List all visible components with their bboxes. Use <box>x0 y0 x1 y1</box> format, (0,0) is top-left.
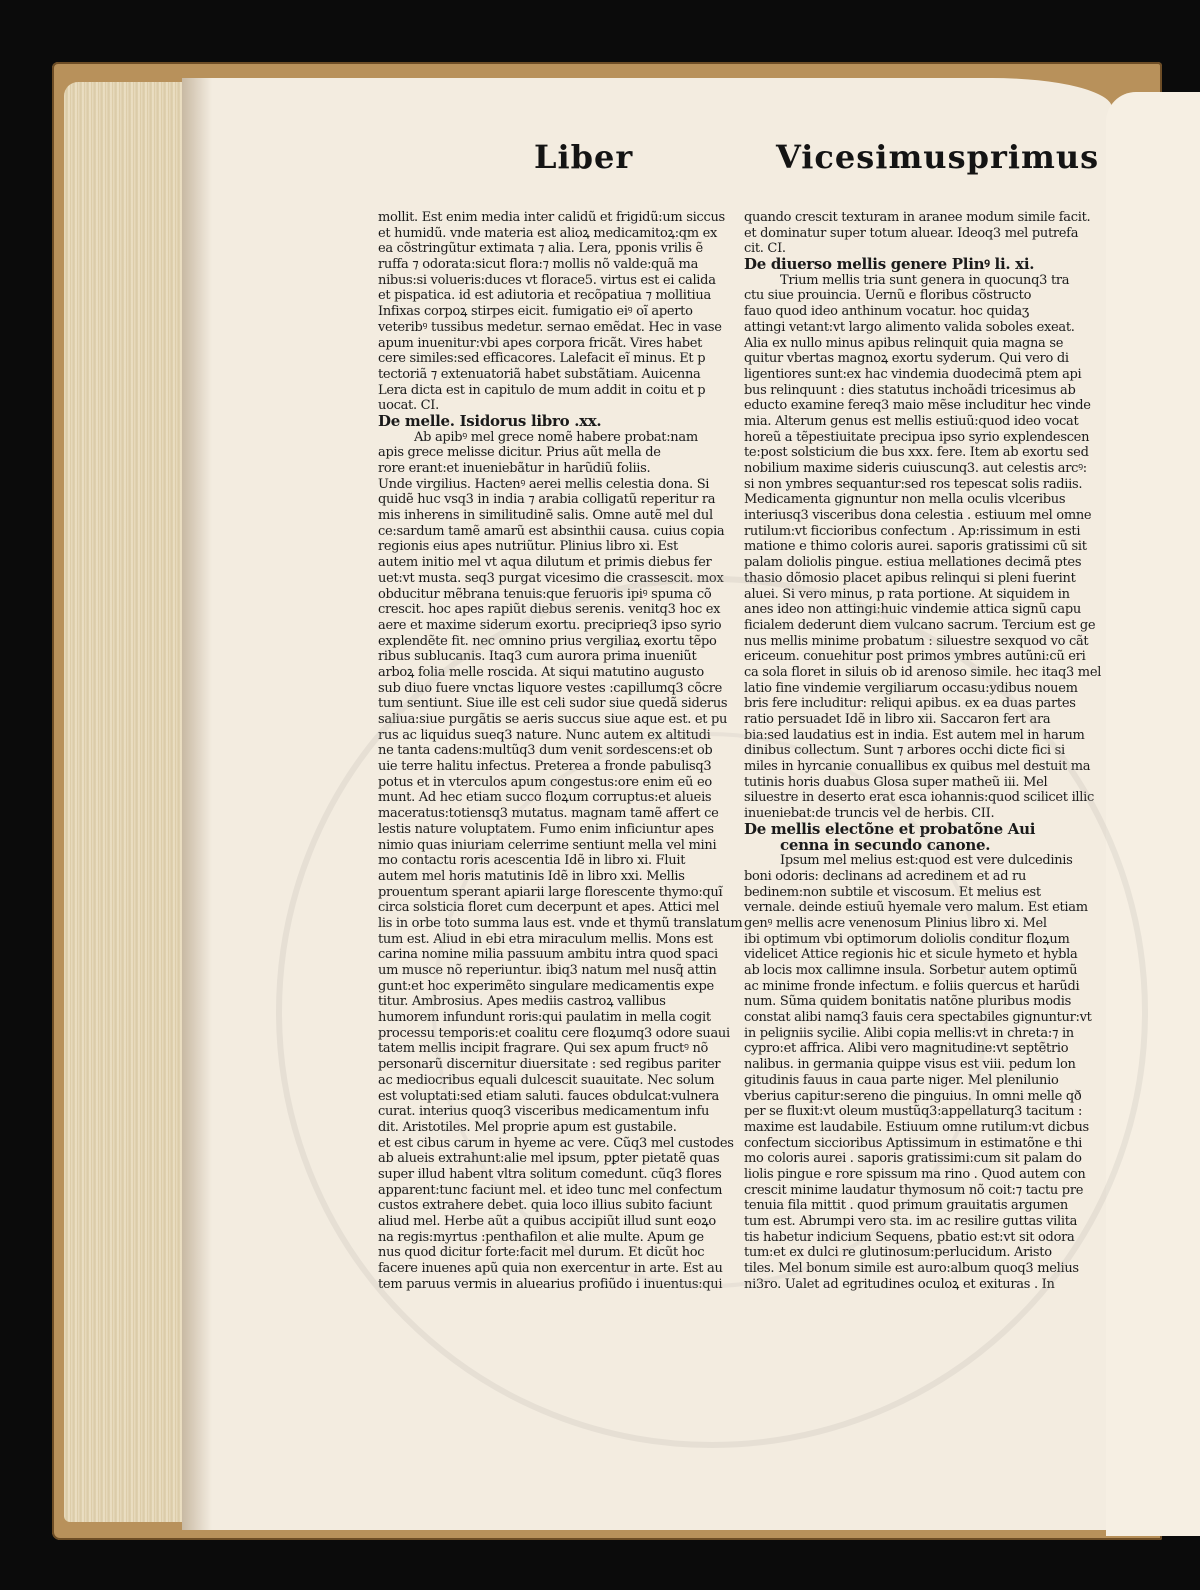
left-column-line: curat. interius quoq3 visceribus medicamentum infu <box>378 1104 710 1120</box>
left-column-line: dit. Aristotiles. Mel proprie apum est gustabile. <box>378 1119 677 1135</box>
right-column-line: tum:et ex dulci re glutinosum:perlucidum. Aristo <box>744 1245 1052 1261</box>
right-column-line: bris fere includitur: reliqui apibus. ex ea duas partes <box>744 696 1076 712</box>
left-column-line: tum est. Aliud in ebi etra miraculum mellis. Mons est <box>378 931 713 947</box>
left-column-line: mo contactu roris acescentia Idẽ in libro xi. Fluit <box>378 853 686 869</box>
right-column-line: cypro:et affrica. Alibi vero magnitudine:vt septẽtrio <box>744 1041 1069 1057</box>
page-edges <box>64 82 188 1522</box>
left-column-line: arboꝝ folia melle roscida. At siqui matutino augusto <box>378 664 704 680</box>
right-column-line: dinibus collectum. Sunt ⁊ arbores occhi dicte fici si <box>744 743 1065 759</box>
left-column-line: autem mel horis matutinis Idẽ in libro xxi. Mellis <box>378 868 685 884</box>
left-column-line: gunt:et hoc experimẽto singulare medicamentis expe <box>378 978 714 994</box>
running-head-right: Vicesimusprimus <box>776 138 1100 176</box>
right-column-line: De mellis electõne et probatõne Aui <box>744 819 1036 838</box>
left-column-line: tectoriã ⁊ extenuatoriã habet substãtiam. Auicenna <box>378 366 701 382</box>
right-column-line: interiusq3 visceribus dona celestia . estiuum mel omne <box>744 508 1092 524</box>
right-column-line: fauo quod ideo anthinum vocatur. hoc quidaʒ <box>744 304 1029 320</box>
right-column-line: quando crescit texturam in aranee modum simile facit. <box>744 210 1091 225</box>
left-column-line: potus et in vterculos apum congestus:ore enim eũ eo <box>378 774 712 790</box>
left-column-line: et est cibus carum in hyeme ac vere. Cũq3 mel custodes <box>378 1135 734 1151</box>
right-column-line: nus mellis minime probatum : siluestre sexquod vo cãt <box>744 633 1089 649</box>
left-column-line: ce:sardum tamẽ amarũ est absinthii causa. cuius copia <box>378 523 725 539</box>
right-column-line: et dominatur super totum aluear. Ideoq3 mel putrefa <box>744 225 1079 241</box>
page-gutter <box>182 78 212 1530</box>
right-column-line: in peligniis sycilie. Alibi copia mellis:vt in chreta:⁊ in <box>744 1025 1074 1041</box>
left-column-line: nimio quas iniuriam celerrime sentiunt mella vel mini <box>378 837 717 853</box>
right-column-line: rutilum:vt ficcioribus confectum . Ap:rissimum in esti <box>744 523 1081 539</box>
right-column-line: bia:sed laudatius est in india. Est autem mel in harum <box>744 727 1085 743</box>
right-column-line: ligentiores sunt:ex hac vindemia duodecimã ptem api <box>744 366 1082 382</box>
right-column-line: quitur vbertas magnoꝝ exortu syderum. Qui vero di <box>744 351 1069 367</box>
right-column-line: anes ideo non attingi:huic vindemie attica signũ capu <box>744 602 1081 618</box>
right-column-line: palam doliolis pingue. estiua mellationes decimã ptes <box>744 555 1082 571</box>
left-column-line: titur. Ambrosius. Apes mediis castroꝝ vallibus <box>378 994 666 1010</box>
right-column-line: maxime est laudabile. Estiuum omne rutilum:vt dicbus <box>744 1119 1089 1135</box>
left-column-line: cere similes:sed efficacores. Lalefacit eĩ minus. Et p <box>378 351 706 367</box>
right-column-line: num. Sũma quidem bonitatis natõne pluribus modis <box>744 994 1071 1010</box>
left-column-line: maceratus:totiensq3 mutatus. magnam tamẽ affert ce <box>378 806 719 822</box>
left-column-line: quidẽ huc vsq3 in india ⁊ arabia colligatũ reperitur ra <box>378 492 716 508</box>
left-column-line: sub diuo fuere vnctas liquore vestes :capillumq3 cõcre <box>378 680 723 696</box>
left-column-line: uocat. CI. <box>378 398 439 414</box>
left-column-line: prouentum sperant apiarii large florescente thymo:quĩ <box>378 884 723 900</box>
right-column-line: si non ymbres sequantur:sed ros tepescat solis radiis. <box>744 476 1083 492</box>
right-column-line: ab locis mox callimne insula. Sorbetur autem optimũ <box>744 963 1078 978</box>
right-column-line: inueniebat:de truncis vel de herbis. CII. <box>744 806 995 822</box>
right-column-line: Alia ex nullo minus apibus relinquit quia magna se <box>744 335 1064 351</box>
left-column-line: autem initio mel vt aqua dilutum et primis diebus fer <box>378 555 712 571</box>
right-column-line: ericeum. conuehitur post primos ymbres autũni:cũ eri <box>744 649 1086 665</box>
right-column-line: genꝰ mellis acre venenosum Plinius libro xi. Mel <box>744 915 1047 931</box>
left-column-line: aere et maxime siderum exortu. preciprieq3 ipso syrio <box>378 617 722 633</box>
left-column-line: rore erant:et inueniebãtur in harũdiũ foliis. <box>378 461 651 476</box>
left-column-line: super illud habent vltra solitum comedunt. cũq3 flores <box>378 1166 722 1182</box>
right-column-line: crescit minime laudatur thymosum nõ coit:⁊ tactu pre <box>744 1182 1084 1198</box>
left-column-line: uet:vt musta. seq3 purgat vicesimo die crassescit. mox <box>378 570 724 586</box>
left-column-line: obducitur mẽbrana tenuis:que feruoris ipiꝰ spuma cõ <box>378 586 712 602</box>
left-column-line: uie terre halitu infectus. Preterea a fronde pabulisq3 <box>378 759 712 775</box>
left-column-line: mis inherens in similitudinẽ salis. Omne autẽ mel dul <box>378 508 713 524</box>
right-column-line: horeũ a tẽpestiuitate precipua ipso syrio explendescen <box>744 429 1090 445</box>
left-column-line: crescit. hoc apes rapiũt diebus serenis. venitq3 hoc ex <box>378 602 721 618</box>
left-column-line: et pispatica. id est adiutoria et recõpatiua ⁊ mollitiua <box>378 288 711 304</box>
left-column-line: lis in orbe toto summa laus est. vnde et thymũ translatum <box>378 915 743 931</box>
right-column-line: ni3ro. Ualet ad egritudines oculoꝝ et exituras . In <box>744 1276 1055 1292</box>
left-column-line: processu temporis:et coalitu cere floꝝumq3 odore suaui <box>378 1025 730 1041</box>
right-column-line: mia. Alterum genus est mellis estiuũ:quod ideo vocat <box>744 413 1079 429</box>
right-column-line: per se fluxit:vt oleum mustũq3:appellaturq3 tacitum : <box>744 1104 1083 1120</box>
left-column-line: carina nomine milia passuum ambitu intra quod spaci <box>378 947 718 963</box>
left-column-line: ea cõstringũtur extimata ⁊ alia. Lera, pponis vrilis ẽ <box>378 241 703 257</box>
right-column-line: cit. CI. <box>744 241 786 257</box>
right-column-line: nobilium maxime sideris cuiuscunq3. aut celestis arcꝰ: <box>744 461 1087 476</box>
right-column-line: miles in hyrcanie conuallibus ex quibus mel destuit ma <box>744 759 1091 775</box>
right-column-line: nalibus. in germania quippe visus est viii. pedum lon <box>744 1057 1076 1073</box>
left-column-line: nus quod dicitur forte:facit mel durum. Et dicũt hoc <box>378 1245 705 1261</box>
facing-page-edge <box>1106 92 1200 1536</box>
left-column-line: ne tanta cadens:multũq3 dum venit sordescens:et ob <box>378 743 713 759</box>
left-column-line: apum inuenitur:vbi apes corpora fricãt. Vires habet <box>378 335 703 351</box>
running-head-left: Liber <box>534 138 634 176</box>
right-column-line: te:post solsticium die bus xxx. fere. Item ab exortu sed <box>744 445 1089 461</box>
left-column-line: tatem mellis incipit fragrare. Qui sex apum fructꝰ nõ <box>378 1041 709 1057</box>
left-column-line: um musce nõ reperiuntur. ibiq3 natum mel nusq̃ attin <box>378 963 717 978</box>
left-column-line: aliud mel. Herbe aũt a quibus accipiũt illud sunt eoꝝo <box>378 1214 716 1229</box>
left-column-line: ribus sublucanis. Itaq3 cum aurora prima inueniũt <box>378 649 697 665</box>
right-column-line: ibi optimum vbi optimorum doliolis conditur floꝝum <box>744 931 1070 947</box>
right-column-line: Medicamenta gignuntur non mella oculis vlceribus <box>744 492 1066 508</box>
right-column-line: tenuia fila mittit . quod primum grauitatis argumen <box>744 1198 1068 1214</box>
right-column-line: bedinem:non subtile et viscosum. Et melius est <box>744 884 1041 900</box>
right-column-line: vernale. deinde estiuũ hyemale vero malum. Est etiam <box>744 900 1088 916</box>
left-column-line: apparent:tunc faciunt mel. et ideo tunc mel confectum <box>378 1182 723 1198</box>
right-column-line: ac minime fronde infectum. e foliis quercus et harũdi <box>744 978 1080 994</box>
text-column-left <box>378 210 743 1292</box>
right-column-line: liolis pingue e rore spissum ma rino . Quod autem con <box>744 1166 1086 1182</box>
right-column-line: ctu siue prouincia. Uernũ e floribus cõstructo <box>744 288 1032 304</box>
left-column-line: Lera dicta est in capitulo de mum addit in coitu et p <box>378 382 706 398</box>
right-column-line: matione e thimo coloris aurei. saporis gratissimi cũ sit <box>744 539 1087 555</box>
left-column-line: saliua:siue purgãtis se aeris succus siue aque est. et pu <box>378 712 728 727</box>
left-column-line: ab alueis extrahunt:alie mel ipsum, pꝑter pietatẽ quas <box>378 1151 720 1167</box>
left-column-line: personarũ discernitur diuersitate : sed regibus pariter <box>378 1057 721 1073</box>
right-column-line: ratio persuadet Idẽ in libro xii. Saccaron fert ara <box>744 712 1051 727</box>
right-column-line: Trium mellis tria sunt genera in quocunq3 tra <box>780 272 1070 288</box>
right-column-line: thasio dõmosio placet apibus relinqui si pleni fuerint <box>744 570 1076 586</box>
left-column-line: nibus:si volueris:duces vt florace5. virtus est ei calida <box>378 272 716 288</box>
right-column-line: confectum siccioribus Aptissimum in estimatõne e thi <box>744 1135 1083 1151</box>
left-column-line: facere inuenes apũ quia non exercentur in arte. Est au <box>378 1261 723 1277</box>
right-column-line: ca sola floret in siluis ob id arenoso simile. hec itaq3 mel <box>744 664 1102 680</box>
right-column-line: ficialem dederunt diem vulcano sacrum. Tercium est ge <box>744 617 1096 633</box>
right-column-line: tum est. Abrumpi vero sta. im ac resilire guttas vilita <box>744 1214 1078 1229</box>
right-column-line: gitudinis fauus in caua parte niger. Mel plenilunio <box>744 1072 1059 1088</box>
right-column-line: cenna in secundo canone. <box>780 835 991 854</box>
right-column-line: latio fine vindemie vergiliarum occasu:ydibus nouem <box>744 680 1078 696</box>
right-column-line: bus relinquunt : dies statutus inchoãdi tricesimus ab <box>744 382 1076 398</box>
left-column-line: Unde virgilius. Hactenꝰ aerei mellis celestia dona. Si <box>378 476 710 492</box>
left-column-line: tum sentiunt. Siue ille est celi sudor siue quedã siderus <box>378 696 728 712</box>
left-column-line: tem paruus vermis in aluearius profiũdo i inuentus:qui <box>378 1276 723 1292</box>
right-column-line: tutinis horis duabus Glosa super matheũ iii. Mel <box>744 774 1048 790</box>
left-column-line: Ab apibꝰ mel grece nomẽ habere probat:nam <box>414 429 698 445</box>
left-column-line: circa solsticia floret cum decerpunt et apes. Attici mel <box>378 900 720 916</box>
left-column-line: explendẽte fit. nec omnino prius vergiliaꝝ exortu tẽpo <box>378 633 717 649</box>
left-column-line: veteribꝰ tussibus medetur. sernao emẽdat. Hec in vase <box>378 319 722 335</box>
right-column-line: videlicet Attice regionis hic et sicule hymeto et hybla <box>744 947 1078 963</box>
left-column-line: mollit. Est enim media inter calidũ et frigidũ:um siccus <box>378 210 725 225</box>
left-column-line: custos extrahere debet. quia loco illius subito faciunt <box>378 1198 712 1214</box>
left-column-line: apis grece melisse dicitur. Prius aũt mella de <box>378 445 661 461</box>
left-column-line: regionis eius apes nutriũtur. Plinius libro xi. Est <box>378 539 678 555</box>
left-column-line: De melle. Isidorus libro .xx. <box>378 411 602 430</box>
right-column-line: siluestre in deserto erat esca iohannis:quod scilicet illic <box>744 790 1094 806</box>
right-column-line: tiles. Mel bonum simile est auro:album quoq3 melius <box>744 1261 1079 1277</box>
right-column-line: mo coloris aurei . saporis gratissimi:cum sit palam do <box>744 1151 1082 1167</box>
text-column-right <box>744 210 1102 1292</box>
left-column-line: na regis:myrtus :penthafilon et alie multe. Apum ge <box>378 1229 704 1245</box>
left-column-line: humorem infundunt roris:qui paulatim in mella cogit <box>378 1010 711 1026</box>
left-column-line: lestis nature voluptatem. Fumo enim inficiuntur apes <box>378 821 714 837</box>
right-column-line: constat alibi namq3 fauis cera spectabiles gignuntur:vt <box>744 1010 1092 1026</box>
left-column-line: munt. Ad hec etiam succo floꝝum corruptus:et alueis <box>378 790 712 806</box>
right-column-line: boni odoris: declinans ad acredinem et ad ru <box>744 868 1027 884</box>
right-column-line: De diuerso mellis genere Plinꝰ li. xi. <box>744 255 1035 274</box>
right-column-line: Ipsum mel melius est:quod est vere dulcedinis <box>780 853 1073 869</box>
left-column-line: rus ac liquidus sueq3 nature. Nunc autem ex altitudi <box>378 727 711 743</box>
left-column-line: ac mediocribus equali dulcescit suauitate. Nec solum <box>378 1072 715 1088</box>
right-column-line: educto examine fereq3 maio mẽse includitur hec vinde <box>744 398 1091 414</box>
left-column-line: est voluptati:sed etiam saluti. fauces obdulcat:vulnera <box>378 1088 719 1104</box>
right-column-line: aluei. Si vero minus, p rata portione. At siquidem in <box>744 586 1070 602</box>
left-column-line: ruffa ⁊ odorata:sicut flora:⁊ mollis nõ valde:quã ma <box>378 257 699 273</box>
right-column-line: tis habetur indicium Sequens, pbatio est:vt sit odora <box>744 1229 1075 1245</box>
right-column-line: attingi vetant:vt largo alimento valida soboles exeat. <box>744 319 1075 335</box>
left-column-line: et humidũ. vnde materia est alioꝝ medicamitoꝝ:qm ex <box>378 225 718 241</box>
left-column-line: Infixas corpoꝝ stirpes eicit. fumigatio eiꝰ oĩ aperto <box>378 304 693 320</box>
right-column-line: vberius capitur:sereno die pinguius. In omni melle qð <box>744 1088 1082 1104</box>
